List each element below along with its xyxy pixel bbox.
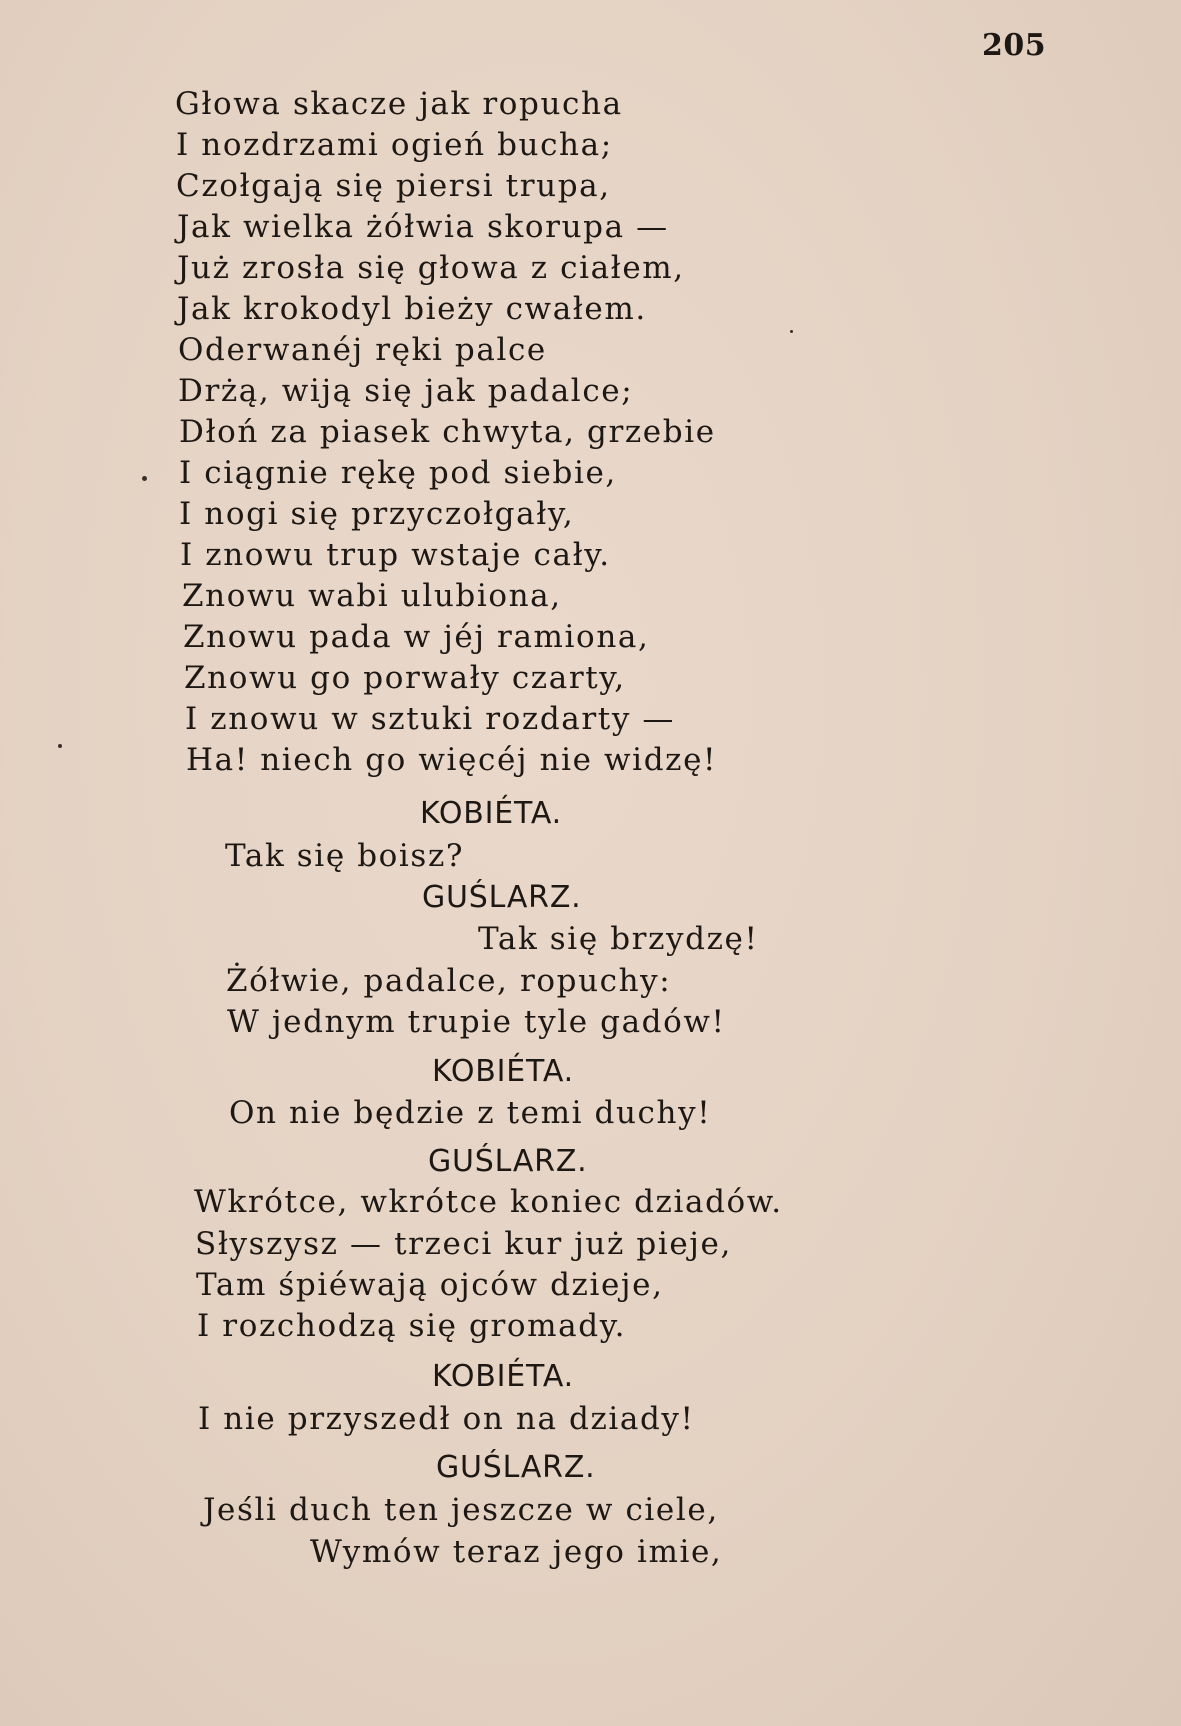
verse-line: Dłoń za piasek chwyta, grzebie [179,414,716,450]
verse-line: Znowu wabi ulubiona, [182,578,562,614]
verse-line: I znowu trup wstaje cały. [180,537,611,573]
verse-line: Znowu pada w jéj ramiona, [183,619,650,655]
verse-line: Jak krokodyl bieży cwałem. [177,291,647,327]
dialogue-line: Tam śpiéwają ojców dzieje, [196,1267,664,1303]
print-speck [790,330,793,333]
speaker-name: GUŚLARZ. [436,1450,596,1485]
dialogue-line: Jeśli duch ten jeszcze w ciele, [203,1492,719,1528]
speaker-name: GUŚLARZ. [422,880,582,915]
verse-line: I nogi się przyczołgały, [179,496,575,532]
verse-line: Czołgają się piersi trupa, [176,168,611,204]
page-number: 205 [982,28,1047,63]
verse-line: Jak wielka żółwia skorupa — [177,209,669,245]
print-speck [142,476,147,481]
verse-line: Znowu go porwały czarty, [184,660,626,696]
speaker-name: GUŚLARZ. [428,1144,588,1179]
verse-line: I znowu w sztuki rozdarty — [185,701,676,737]
verse-line: I ciągnie rękę pod siebie, [179,455,617,491]
verse-line: Oderwanéj ręki palce [178,332,547,368]
verse-line: Głowa skacze jak ropucha [175,86,623,122]
speaker-name: KOBIÉTA. [432,1054,574,1089]
verse-line: Drżą, wiją się jak padalce; [178,373,634,409]
dialogue-line: Tak się boisz? [225,838,465,874]
dialogue-line: Tak się brzydzę! [478,921,759,957]
print-speck [58,744,62,748]
dialogue-line: Wymów teraz jego imie, [310,1534,723,1570]
dialogue-line: On nie będzie z temi duchy! [229,1095,712,1131]
dialogue-line: Słyszysz — trzeci kur już pieje, [195,1226,732,1262]
dialogue-line: I rozchodzą się gromady. [197,1308,627,1344]
dialogue-line: Żółwie, padalce, ropuchy: [226,963,672,999]
verse-line: I nozdrzami ogień bucha; [176,127,613,163]
dialogue-line: Wkrótce, wkrótce koniec dziadów. [194,1184,783,1220]
verse-line: Ha! niech go więcéj nie widzę! [186,742,718,778]
verse-line: Już zrosła się głowa z ciałem, [177,250,685,286]
speaker-name: KOBIÉTA. [420,796,562,831]
dialogue-line: I nie przyszedł on na dziady! [198,1401,695,1437]
speaker-name: KOBIÉTA. [432,1359,574,1394]
dialogue-line: W jednym trupie tyle gadów! [227,1004,726,1040]
